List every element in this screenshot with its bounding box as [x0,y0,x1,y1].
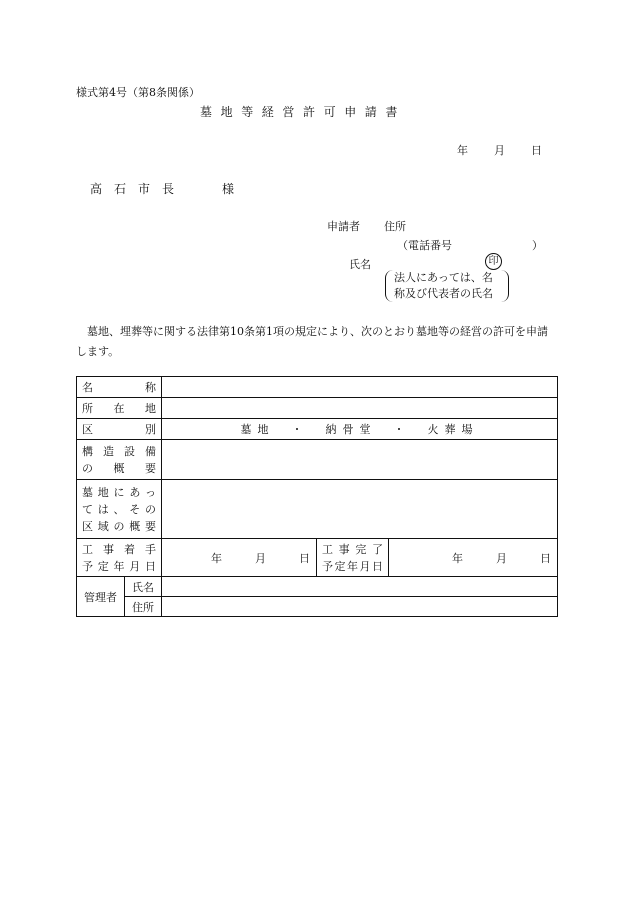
application-statement: 墓地、埋葬等に関する法律第10条第1項の規定により、次のとおり墓地等の経営の許可を申請します。 [76,325,548,358]
row-schedule [77,539,558,577]
name-field[interactable] [162,377,558,398]
location-field[interactable] [162,398,558,419]
corporation-note [385,270,509,302]
document-title: 墓地等経営許可申請書 [200,105,407,119]
manager-name-label: 氏名 [125,577,162,597]
date-year: 年 [457,144,468,157]
structure-field[interactable] [162,440,558,480]
start-label-line-2: 予定年月日 [82,559,156,573]
row-category [77,419,558,440]
row-location [77,398,558,419]
row-structure [77,440,558,480]
row-manager-address [77,597,558,617]
area-label [77,480,162,539]
complete-label-line-1: 工事完了 [322,542,383,556]
location-label: 所在地 [77,398,162,419]
application-form-table [76,376,558,617]
row-name [77,377,558,398]
structure-label [77,440,162,480]
applicant-address-label: 住所 [384,220,406,233]
structure-label-line-2: の概要 [82,461,156,475]
seal-mark: 印 [485,253,502,270]
applicant-name-label: 氏名 [349,258,371,271]
manager-label: 管理者 [77,577,125,617]
complete-date-field[interactable]: 年 月 日 [389,539,558,577]
area-label-line-3: 区域の概要 [82,519,156,533]
category-options[interactable]: 墓地 ・ 納骨堂 ・ 火葬場 [162,419,558,440]
area-label-line-2: ては、その [82,502,156,516]
addressee [90,180,234,197]
row-area [77,480,558,539]
area-label-line-1: 墓地にあっ [82,485,156,499]
form-number: 様式第4号（第8条関係） [76,86,200,99]
addressee-honorific: 様 [222,182,235,196]
structure-label-line-1: 構造設備 [82,444,156,458]
corp-note-line-1: 法人にあっては、名 [394,271,493,284]
date-day: 日 [531,144,542,157]
corp-note-line-2: 称及び代表者の氏名 [394,287,493,300]
start-label-line-1: 工事着手 [82,542,156,556]
manager-name-field[interactable] [162,577,558,597]
category-label: 区別 [77,419,162,440]
start-date-field[interactable]: 年 月 日 [162,539,317,577]
complete-label-line-2: 予定年月日 [322,559,383,573]
applicant-label: 申請者 [327,220,360,233]
submission-date [457,142,542,158]
phone-label: （電話番号 [397,239,452,252]
complete-label [317,539,389,577]
manager-address-field[interactable] [162,597,558,617]
row-manager-name [77,577,558,597]
date-month: 月 [494,144,505,157]
manager-address-label: 住所 [125,597,162,617]
addressee-name: 高石市長 [90,182,187,196]
area-field[interactable] [162,480,558,539]
phone-close-paren: ） [532,239,543,252]
name-label: 名称 [77,377,162,398]
start-label [77,539,162,577]
